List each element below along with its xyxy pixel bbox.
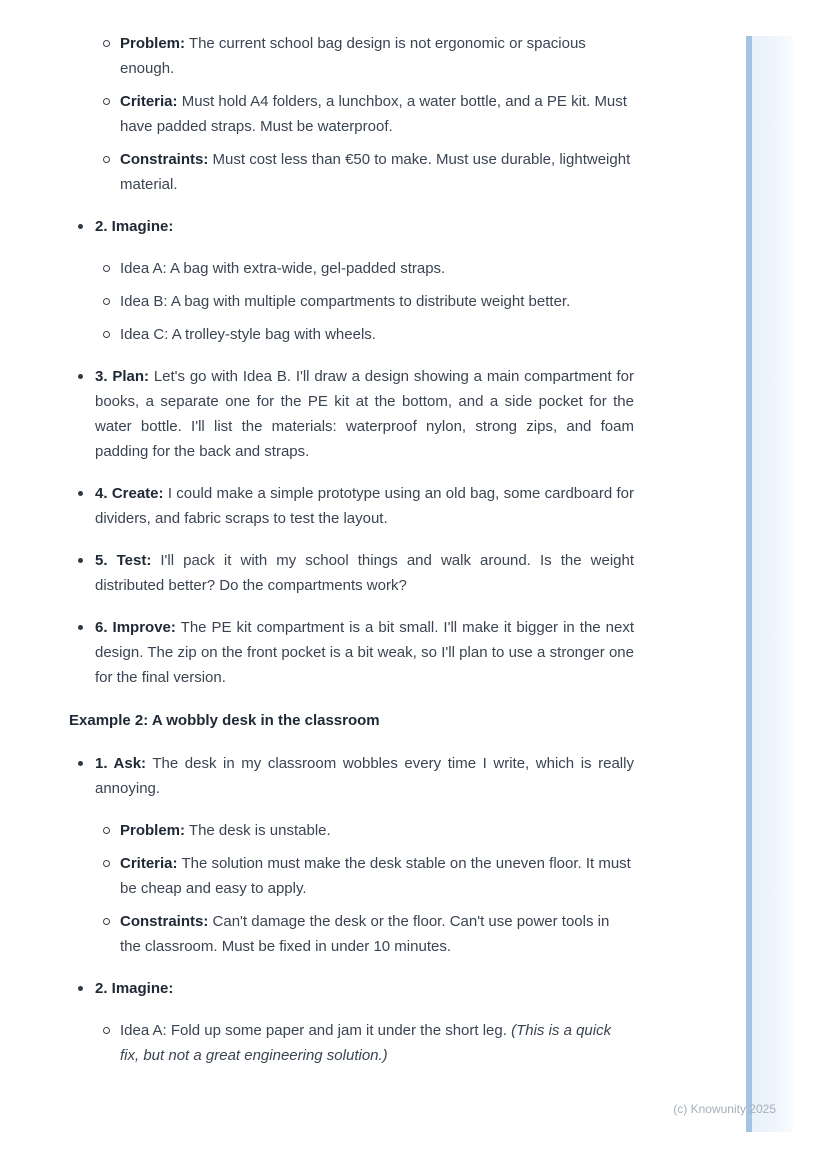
item-text: Idea A: A bag with extra-wide, gel-padded straps. — [120, 260, 446, 277]
list-item — [95, 909, 634, 959]
item-label: Criteria: — [120, 855, 178, 872]
example2-ask-sublist — [95, 818, 634, 959]
circle-bullet-icon — [103, 265, 110, 272]
disc-bullet-icon — [78, 374, 83, 379]
list-item-create — [69, 481, 634, 531]
list-item — [95, 31, 634, 81]
list-item — [95, 818, 634, 843]
item-text: Idea A: Fold up some paper and jam it under the short leg. — [120, 1022, 507, 1039]
example2-ideas-list — [95, 1018, 634, 1068]
item-text: Idea B: A bag with multiple compartments to distribute weight better. — [120, 293, 571, 310]
list-item — [95, 289, 634, 314]
example1-ideas-list — [95, 256, 634, 347]
example1-steps-list — [69, 214, 634, 690]
item-label: 6. Improve: — [95, 619, 176, 636]
list-item — [95, 851, 634, 901]
item-label: 5. Test: — [95, 552, 152, 569]
example2-heading: Example 2: A wobbly desk in the classroom — [69, 712, 380, 729]
circle-bullet-icon — [103, 331, 110, 338]
item-label: Problem: — [120, 822, 186, 839]
item-text: Must cost less than €50 to make. Must use durable, lightweight material. — [120, 151, 631, 193]
scrollbar-thumb[interactable] — [746, 36, 752, 1132]
page-edge-panel — [746, 36, 793, 1132]
item-label: Criteria: — [120, 93, 178, 110]
item-text: The current school bag design is not ergonomic or spacious enough. — [120, 35, 586, 77]
disc-bullet-icon — [78, 986, 83, 991]
list-item-imagine — [69, 976, 634, 1068]
list-item — [95, 1018, 634, 1068]
item-text: The desk is unstable. — [188, 822, 331, 839]
item-text: Let's go with Idea B. I'll draw a design showing a main compartment for books, a separate one for the PE kit at the bottom, and a side pocket for the water bottle. I'll list the materials: waterproof nylon, strong zips, and foam padding for the back and straps. — [95, 368, 634, 460]
item-label: Constraints: — [120, 151, 209, 168]
list-item-plan — [69, 364, 634, 464]
list-item — [95, 147, 634, 197]
item-text: Idea C: A trolley-style bag with wheels. — [120, 326, 376, 343]
list-item — [95, 89, 634, 139]
list-item — [95, 256, 634, 281]
item-label: Constraints: — [120, 913, 209, 930]
item-label: Problem: — [120, 35, 186, 52]
example2-steps-list — [69, 751, 634, 1068]
item-label: 3. Plan: — [95, 368, 149, 385]
disc-bullet-icon — [78, 491, 83, 496]
copyright-footer: (c) Knowunity 2025 — [673, 1102, 776, 1116]
circle-bullet-icon — [103, 298, 110, 305]
item-label: 4. Create: — [95, 485, 164, 502]
circle-bullet-icon — [103, 860, 110, 867]
example1-ask-sublist — [95, 31, 634, 197]
item-text: Must hold A4 folders, a lunchbox, a water bottle, and a PE kit. Must have padded straps. Must be waterproof. — [120, 93, 627, 135]
item-text: The PE kit compartment is a bit small. I'll make it bigger in the next design. The zip on the front pocket is a bit weak, so I'll plan to use a stronger one for the final version. — [95, 619, 635, 686]
item-text: Can't damage the desk or the floor. Can't use power tools in the classroom. Must be fixed in under 10 minutes. — [120, 913, 610, 955]
circle-bullet-icon — [103, 98, 110, 105]
circle-bullet-icon — [103, 1027, 110, 1034]
item-label: 2. Imagine: — [95, 218, 174, 235]
item-text: The solution must make the desk stable on the uneven floor. It must be cheap and easy to apply. — [120, 855, 631, 897]
item-text: I could make a simple prototype using an old bag, some cardboard for dividers, and fabric scraps to test the layout. — [95, 485, 634, 527]
circle-bullet-icon — [103, 918, 110, 925]
item-label: 1. Ask: — [95, 755, 147, 772]
circle-bullet-icon — [103, 156, 110, 163]
item-text: I'll pack it with my school things and walk around. Is the weight distributed better? Do the compartments work? — [95, 552, 634, 594]
disc-bullet-icon — [78, 761, 83, 766]
document-content — [69, 31, 634, 1068]
list-item-imagine — [69, 214, 634, 347]
list-item-ask — [69, 751, 634, 959]
item-text: The desk in my classroom wobbles every time I write, which is really annoying. — [95, 755, 634, 797]
circle-bullet-icon — [103, 827, 110, 834]
disc-bullet-icon — [78, 558, 83, 563]
italic-note: (This is a quick fix, but not a great engineering solution.) — [120, 1022, 612, 1064]
disc-bullet-icon — [78, 224, 83, 229]
circle-bullet-icon — [103, 40, 110, 47]
item-label: 2. Imagine: — [95, 980, 174, 997]
disc-bullet-icon — [78, 625, 83, 630]
list-item — [95, 322, 634, 347]
list-item-test — [69, 548, 634, 598]
list-item-improve — [69, 615, 634, 690]
